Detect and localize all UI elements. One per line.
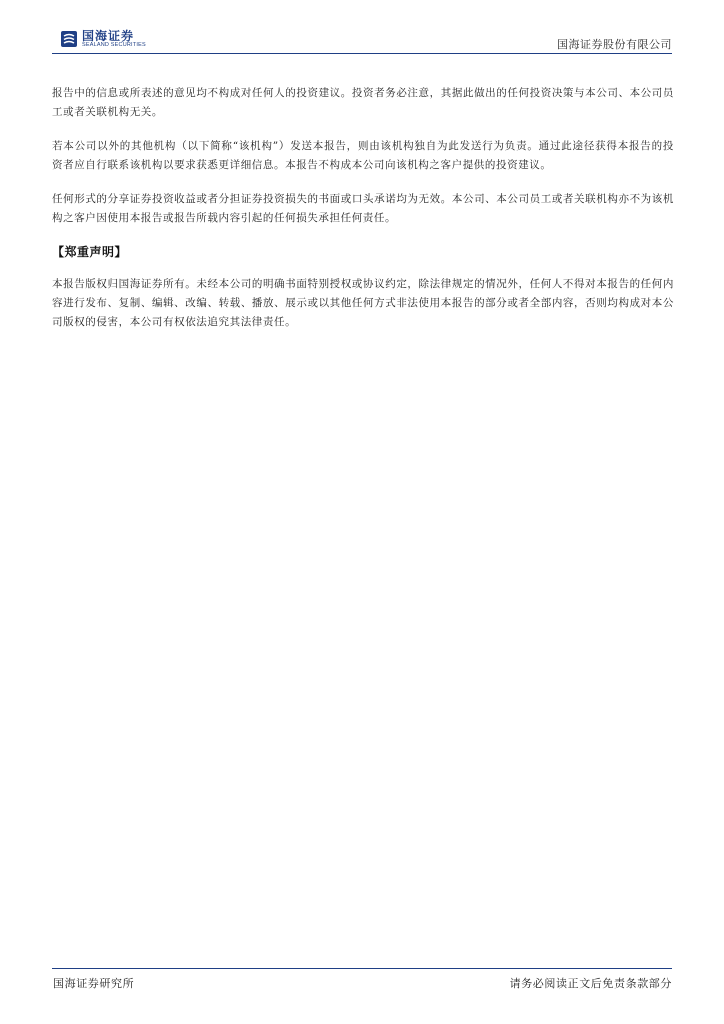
footer-disclaimer-note: 请务必阅读正文后免责条款部分 — [509, 977, 672, 990]
disclaimer-paragraph-2: 若本公司以外的其他机构（以下简称“该机构”）发送本报告，则由该机构独自为此发送行为负责。通过此途径获得本报告的投资者应自行联系该机构以要求获悉更详细信息。本报告不构成本公司向该机构之客户提供的投资建议。 — [52, 140, 674, 171]
disclaimer-paragraph-1: 报告中的信息或所表述的意见均不构成对任何人的投资建议。投资者务必注意，其据此做出的任何投资决策与本公司、本公司员工或者关联机构无关。 — [52, 87, 674, 118]
header-divider — [52, 53, 672, 54]
disclaimer-paragraph-3: 任何形式的分享证券投资收益或者分担证券投资损失的书面或口头承诺均为无效。本公司、本公司员工或者关联机构亦不为该机构之客户因使用本报告或报告所载内容引起的任何损失承担任何责任。 — [52, 193, 674, 224]
page-header — [52, 26, 672, 52]
logo-name-en: SEALAND SECURITIES — [82, 41, 146, 48]
footer-divider — [52, 968, 672, 969]
disclaimer-content — [52, 84, 674, 332]
copyright-paragraph: 本报告版权归国海证券所有。未经本公司的明确书面特别授权或协议约定，除法律规定的情况外，任何人不得对本报告的任何内容进行发布、复制、编辑、改编、转载、播放、展示或以其他任何方式非法使用本报告的部分或者全部内容，否则均构成对本公司版权的侵害，本公司有权依法追究其法律责任。 — [52, 278, 674, 328]
sealand-logo-icon — [60, 30, 78, 48]
copyright-section-title: 【郑重声明】 — [52, 245, 128, 259]
header-company-name: 国海证券股份有限公司 — [557, 38, 672, 51]
footer-institute: 国海证券研究所 — [53, 977, 135, 990]
logo-name-cn: 国海证券 — [82, 28, 135, 43]
company-logo — [60, 29, 146, 49]
